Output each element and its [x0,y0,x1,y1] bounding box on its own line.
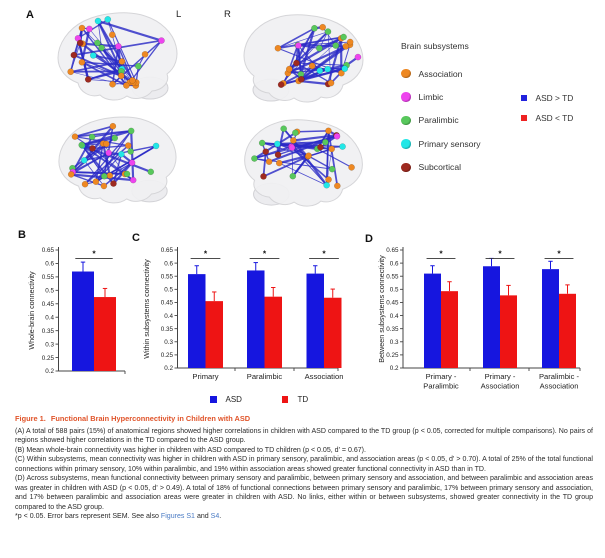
y-tick-label: 0.25 [160,352,173,360]
edge-swatch-icon [521,95,527,101]
subsystem-label: Primary sensory [418,138,481,149]
category-label: Association [480,381,520,391]
y-tick-label: 0.45 [386,299,399,307]
category-label: Association [304,372,344,381]
brain-node [355,54,361,60]
series-legend-item [282,395,308,404]
series-legend [210,395,348,404]
brain-node [130,177,136,183]
category-label: Primary [192,372,219,381]
brain-node [119,58,125,64]
brain-node [118,151,124,157]
y-tick-label: 0.5 [389,286,399,294]
panel-d-label: D [365,233,373,245]
brain-node [101,173,107,179]
brain-node [289,145,295,151]
whole-brain-connectivity-chart [14,228,134,383]
brain-node [325,128,331,134]
y-tick-label: 0.4 [45,314,54,322]
y-tick-label: 0.65 [41,247,54,255]
significance-star: * [322,248,326,259]
brain-node [79,142,85,148]
brain-subsystems-legend [401,41,481,179]
subsystem-label: Paralimbic [418,115,459,126]
edge-swatch-icon [521,115,527,121]
brain-node [109,81,115,87]
y-tick-label: 0.35 [160,325,173,333]
bar-ASD [424,274,441,368]
connectivity-edge [297,131,328,132]
y-tick-label: 0.4 [164,312,173,320]
panel-c-label: C [132,232,140,244]
figure-caption [15,414,593,522]
series-legend-label: ASD [225,395,242,404]
brain-node [103,141,109,147]
brain-node [329,146,335,152]
brain-node [334,133,340,139]
brain-node [110,181,116,187]
brain-node [275,45,281,51]
brain-node [68,69,74,75]
brain-node [101,183,107,189]
edge-legend-item [521,88,573,108]
bar-TD [441,291,458,368]
caption-paragraph: (B) Mean whole-brain connectivity was higher in children with ASD compared to TD children (p < 0.05, d' = 0.67). [15,446,366,454]
y-tick-label: 0.35 [41,327,54,335]
brain-node [317,68,323,74]
subsystem-legend-item [401,132,481,155]
brain-node [311,25,317,31]
category-label: Primary - [484,372,516,381]
brain-node [339,144,345,150]
y-tick-label: 0.2 [389,365,399,373]
brain-node [95,18,101,24]
edge-legend-label: ASD > TD [535,93,574,103]
y-tick-label: 0.65 [386,247,399,255]
brain-node [349,164,355,170]
series-swatch-icon [210,396,217,403]
subsystem-legend-item [401,109,481,132]
subsystem-legend-item [401,85,481,108]
edge-legend-label: ASD < TD [535,113,574,123]
brain-network-top-left [50,8,180,106]
brain-node [68,171,74,177]
y-tick-label: 0.25 [41,354,54,362]
caption-paragraph: (A) A total of 588 pairs (15%) of anatomical regions showed higher correlations in children with ASD compared to the TD group (p < 0.05, corrected for multiple comparisons). No pairs of regions showed higher correlations in the TD compared to the ASD group. [15,427,593,445]
brain-node [333,42,339,48]
significance-star: * [92,248,96,259]
brain-network-bottom-left [51,112,179,209]
brain-node [334,183,340,189]
brain-node [306,153,312,159]
brain-node [328,80,334,86]
brain-node [89,145,95,151]
y-tick-label: 0.5 [164,286,173,294]
subsystem-label: Limbic [418,92,444,103]
significance-star: * [557,248,561,259]
brain-node [106,150,112,156]
y-tick-label: 0.45 [41,300,54,308]
figures-s4-link[interactable]: S4 [210,513,220,521]
brain-node [290,137,296,143]
brain-node [325,29,331,35]
y-tick-label: 0.5 [45,287,54,295]
brain-node [275,152,281,158]
bar-ASD [542,269,559,368]
brain-node [115,43,121,49]
brain-node [79,59,85,65]
category-label: Paralimbic [423,381,459,391]
bar-TD [500,295,517,368]
subsystem-label: Association [418,68,463,79]
category-label: Association [539,381,579,391]
y-tick-label: 0.35 [386,325,399,333]
brain-node [148,169,154,175]
figure-title-text: Functional Brain Hyperconnectivity in Children with ASD [50,414,251,423]
brain-node [71,52,77,58]
brain-node [266,159,272,165]
edge-legend-item [521,108,573,128]
brain-node [128,128,134,134]
figure-number: Figure 1. [15,414,46,423]
brain-node [125,142,131,148]
brain-node [94,40,100,46]
brain-node [325,176,331,182]
bar-ASD [188,274,206,368]
bar-ASD [483,266,500,368]
y-tick-label: 0.2 [164,365,173,373]
brain-node [342,66,348,72]
brain-node [77,40,83,46]
brain-node [324,182,330,188]
y-tick-label: 0.6 [45,260,54,268]
series-legend-label: TD [297,395,309,404]
brain-node [110,123,116,129]
brain-node [135,63,141,69]
brain-node [118,73,124,79]
brain-node [105,16,111,22]
brain-node [89,134,95,140]
significance-star: * [498,248,502,259]
panel-a-label: A [26,9,34,21]
caption-paragraphs [15,427,593,513]
brain-node [251,155,257,161]
category-label: Primary - [425,372,457,381]
brain-node [278,82,284,88]
brain-node [90,52,96,58]
panel-b-label: B [18,229,26,241]
brain-node [274,141,280,147]
y-axis-title: Within subsystems connectivity [142,259,151,359]
brain-network-top-right [240,10,372,108]
brain-node [158,37,164,43]
category-label: Paralimbic - [538,372,580,381]
brain-node [343,43,349,49]
y-tick-label: 0.2 [45,368,54,376]
brain-node [316,45,322,51]
within-subsystems-connectivity-chart [140,228,347,394]
brain-node [112,135,118,141]
y-tick-label: 0.3 [164,338,173,346]
subsystem-dot-icon [401,92,411,102]
category-label: Paralimbic [246,372,283,381]
subsystem-dot-icon [401,163,411,173]
significance-star: * [203,248,208,259]
brain-node [263,149,269,155]
brain-node [109,32,115,38]
y-tick-label: 0.3 [389,338,399,346]
brain-node [290,173,296,179]
brain-node [322,139,328,145]
brain-node [98,45,104,51]
figure-title [15,414,593,423]
bar-TD [265,297,283,368]
significance-star: * [262,248,267,259]
brain-node [320,24,326,30]
brain-node [129,160,135,166]
brain-node [317,144,323,150]
brain-node [81,157,87,163]
brain-node [298,76,304,82]
y-tick-label: 0.55 [386,273,399,281]
edge-direction-legend [521,88,573,128]
brain-node [85,76,91,82]
subsystem-legend-item [401,62,481,85]
brain-node [123,82,129,88]
footnote-and: and [194,513,211,521]
bar-TD [206,301,224,368]
brain-node [72,134,78,140]
brain-node [309,63,315,69]
brain-node [153,143,159,149]
brain-node [129,77,135,83]
y-tick-label: 0.55 [41,274,54,282]
subsystem-legend-item [401,156,481,179]
footnote-text: *p < 0.05. Error bars represent SEM. See also [15,513,161,521]
left-hemisphere-label: L [176,9,182,20]
between-subsystems-connectivity-chart [365,228,605,398]
brain-node [142,51,148,57]
bar-ASD [72,272,94,371]
brain-node [86,26,92,32]
right-hemisphere-label: R [224,9,231,20]
bar-TD [324,298,342,368]
y-tick-label: 0.4 [389,312,399,320]
brain-subsystems-legend-items [401,62,481,179]
y-tick-label: 0.6 [389,260,399,268]
brain-node [276,160,282,166]
subsystem-dot-icon [401,139,411,149]
bar-ASD [307,274,325,368]
brain-network-bottom-right [240,115,372,212]
brain-node [259,140,265,146]
brain-node [79,25,85,31]
brain-subsystems-legend-title: Brain subsystems [401,41,469,51]
brain-node [93,179,99,185]
caption-footnote [15,512,593,522]
series-legend-item [210,395,242,404]
subsystem-label: Subcortical [418,162,462,173]
brain-node [107,173,113,179]
brain-node [325,66,331,72]
brain-node [82,181,88,187]
caption-paragraph: (C) Within subsystems, mean connectivity was higher in children with ASD in primary sensory, paralimbic, and association areas (p < 0.05, d' > 0.70). A total of 25% of the total functional connections within primary sensory, 10% within paralimbic, and 19% within association areas showed greater functional connectivity in ASD than in TD. [15,456,593,473]
brain-node [340,34,346,40]
brain-node [329,166,335,172]
y-axis-title: Whole-brain connectivity [27,271,36,350]
brain-node [286,66,292,72]
footnote-period: . [219,513,222,521]
brain-node [128,148,134,154]
brain-node [295,42,301,48]
y-tick-label: 0.25 [386,352,399,360]
y-tick-label: 0.65 [160,247,173,255]
brain-node [293,60,299,66]
brain-node [124,171,130,177]
bar-ASD [247,270,265,368]
y-axis-title: Between subsystems connectivity [377,255,386,363]
subsystem-dot-icon [401,69,411,79]
bar-TD [94,297,116,371]
y-tick-label: 0.6 [164,260,173,268]
brain-node [260,173,266,179]
brain-node [281,126,287,132]
subsystem-dot-icon [401,116,411,126]
y-tick-label: 0.3 [45,341,54,349]
brain-node [292,130,298,136]
caption-paragraph: (D) Across subsystems, mean functional connectivity between primary sensory and paralimbic, between primary sensory and association, and between paralimbic and association areas was greater in children with ASD (p < 0.05, d' > 0.49). A total of 18% of functional connections between primary sensory and paralimbic, 17% between primary sensory and association, and 17% between paralimbic and association areas were greater in children with ASD. No links, either within or between subsystems, showed greater connectivity in the TD group compared to the ASD group. [15,475,593,511]
bar-TD [559,294,576,368]
y-tick-label: 0.45 [160,299,173,307]
y-tick-label: 0.55 [160,273,173,281]
significance-star: * [439,248,443,259]
figures-s1-link[interactable]: Figures S1 [160,513,195,521]
series-swatch-icon [282,396,289,403]
